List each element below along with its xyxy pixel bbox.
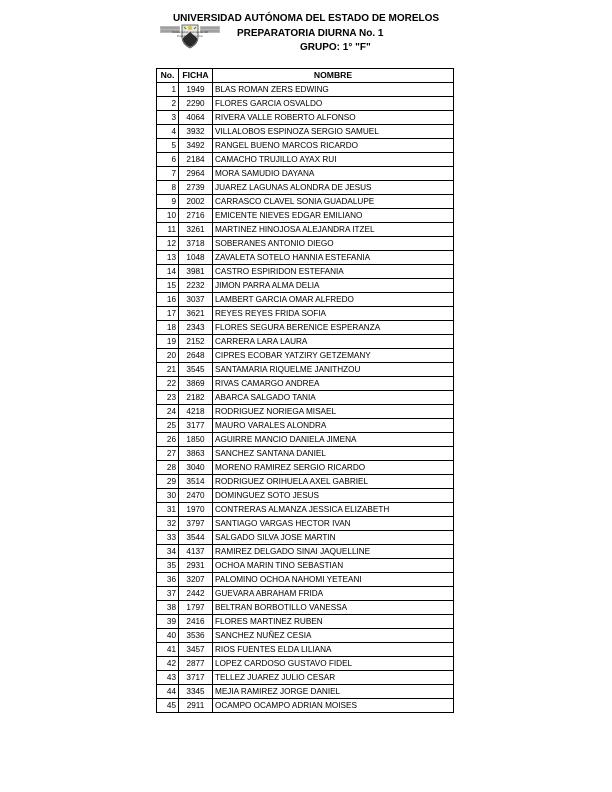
nombre-cell: LAMBERT GARCIA OMAR ALFREDO [213,293,454,307]
nombre-cell: RODRIGUEZ NORIEGA MISAEL [213,405,454,419]
nombre-cell: BLAS ROMAN ZERS EDWING [213,83,454,97]
table-row [157,195,454,209]
ficha-cell: 2416 [179,615,213,629]
row-number: 18 [157,321,179,335]
nombre-cell: OCHOA MARIN TINO SEBASTIAN [213,559,454,573]
nombre-cell: MORA SAMUDIO DAYANA [213,167,454,181]
row-number: 16 [157,293,179,307]
row-number: 42 [157,657,179,671]
ficha-cell: 2470 [179,489,213,503]
nombre-cell: CIPRES ECOBAR YATZIRY GETZEMANY [213,349,454,363]
table-row [157,321,454,335]
ficha-cell: 3177 [179,419,213,433]
row-number: 26 [157,433,179,447]
row-number: 4 [157,125,179,139]
row-number: 2 [157,97,179,111]
nombre-cell: FLORES GARCIA OSVALDO [213,97,454,111]
ficha-cell: 2232 [179,279,213,293]
nombre-cell: RIVAS CAMARGO ANDREA [213,377,454,391]
table-row [157,223,454,237]
ficha-cell: 4064 [179,111,213,125]
table-row [157,601,454,615]
row-number: 24 [157,405,179,419]
nombre-cell: REYES REYES FRIDA SOFIA [213,307,454,321]
nombre-cell: GUEVARA ABRAHAM FRIDA [213,587,454,601]
table-row [157,503,454,517]
nombre-cell: CAMACHO TRUJILLO AYAX RUI [213,153,454,167]
ficha-cell: 3261 [179,223,213,237]
row-number: 1 [157,83,179,97]
ficha-cell: 1850 [179,433,213,447]
ficha-cell: 3932 [179,125,213,139]
nombre-cell: MAURO VARALES ALONDRA [213,419,454,433]
ficha-cell: 2002 [179,195,213,209]
row-number: 6 [157,153,179,167]
table-row [157,111,454,125]
table-row [157,405,454,419]
nombre-cell: CARRASCO CLAVEL SONIA GUADALUPE [213,195,454,209]
table-row [157,517,454,531]
ficha-cell: 3492 [179,139,213,153]
ficha-cell: 3457 [179,643,213,657]
table-row [157,699,454,713]
nombre-cell: BELTRAN BORBOTILLO VANESSA [213,601,454,615]
ficha-cell: 2877 [179,657,213,671]
ficha-cell: 2931 [179,559,213,573]
table-row [157,475,454,489]
university-title: UNIVERSIDAD AUTÓNOMA DEL ESTADO DE MORELOS [172,13,440,24]
row-number: 21 [157,363,179,377]
table-row [157,615,454,629]
ficha-cell: 1949 [179,83,213,97]
row-number: 34 [157,545,179,559]
table-row [157,657,454,671]
ficha-cell: 1970 [179,503,213,517]
ficha-cell: 1048 [179,251,213,265]
table-row [157,489,454,503]
table-row [157,265,454,279]
row-number: 13 [157,251,179,265]
table-row [157,685,454,699]
row-number: 10 [157,209,179,223]
row-number: 20 [157,349,179,363]
table-row [157,377,454,391]
nombre-cell: FLORES MARTINEZ RUBEN [213,615,454,629]
nombre-cell: LOPEZ CARDOSO GUSTAVO FIDEL [213,657,454,671]
nombre-cell: RANGEL BUENO MARCOS RICARDO [213,139,454,153]
nombre-cell: ZAVALETA SOTELO HANNIA ESTEFANIA [213,251,454,265]
ficha-cell: 2343 [179,321,213,335]
nombre-cell: RIVERA VALLE ROBERTO ALFONSO [213,111,454,125]
row-number: 11 [157,223,179,237]
row-number: 7 [157,167,179,181]
row-number: 45 [157,699,179,713]
ficha-cell: 2290 [179,97,213,111]
table-row [157,237,454,251]
nombre-cell: SANCHEZ NUÑEZ CESIA [213,629,454,643]
nombre-cell: SALGADO SILVA JOSE MARTIN [213,531,454,545]
nombre-cell: PALOMINO OCHOA NAHOMI YETEANI [213,573,454,587]
table-row [157,97,454,111]
table-row [157,83,454,97]
table-row [157,419,454,433]
table-row [157,363,454,377]
table-row [157,545,454,559]
ficha-cell: 3514 [179,475,213,489]
ficha-cell: 2182 [179,391,213,405]
table-row [157,433,454,447]
nombre-cell: TELLEZ JUAREZ JULIO CESAR [213,671,454,685]
table-row [157,279,454,293]
table-body [157,83,454,713]
table-row [157,643,454,657]
nombre-cell: RAMIREZ DELGADO SINAI JAQUELLINE [213,545,454,559]
table-row [157,125,454,139]
table-row [157,335,454,349]
ficha-cell: 1797 [179,601,213,615]
school-title: PREPARATORIA DIURNA No. 1 [237,28,384,39]
table-row [157,181,454,195]
table-row [157,167,454,181]
group-title: GRUPO: 1° "F" [300,42,371,53]
nombre-cell: CASTRO ESPIRIDON ESTEFANIA [213,265,454,279]
table-row [157,293,454,307]
ficha-cell: 2184 [179,153,213,167]
nombre-cell: MEJIA RAMIREZ JORGE DANIEL [213,685,454,699]
ficha-cell: 2739 [179,181,213,195]
table-row [157,629,454,643]
ficha-cell: 4137 [179,545,213,559]
nombre-cell: SANTAMARIA RIQUELME JANITHZOU [213,363,454,377]
logo-caption-line2: Estado de Morelos [177,34,203,38]
column-header-ficha: FICHA [179,69,213,83]
ficha-cell: 3544 [179,531,213,545]
row-number: 31 [157,503,179,517]
column-header-no: No. [157,69,179,83]
row-number: 32 [157,517,179,531]
nombre-cell: SANTIAGO VARGAS HECTOR IVAN [213,517,454,531]
row-number: 39 [157,615,179,629]
row-number: 36 [157,573,179,587]
table-row [157,447,454,461]
nombre-cell: SANCHEZ SANTANA DANIEL [213,447,454,461]
ficha-cell: 2648 [179,349,213,363]
row-number: 14 [157,265,179,279]
table-row [157,209,454,223]
row-number: 12 [157,237,179,251]
nombre-cell: DOMINGUEZ SOTO JESUS [213,489,454,503]
nombre-cell: EMICENTE NIEVES EDGAR EMILIANO [213,209,454,223]
row-number: 25 [157,419,179,433]
row-number: 17 [157,307,179,321]
ficha-cell: 2964 [179,167,213,181]
nombre-cell: RIOS FUENTES ELDA LILIANA [213,643,454,657]
row-number: 8 [157,181,179,195]
nombre-cell: JIMON PARRA ALMA DELIA [213,279,454,293]
table-row [157,139,454,153]
row-number: 33 [157,531,179,545]
table-row [157,587,454,601]
ficha-cell: 3869 [179,377,213,391]
ficha-cell: 3345 [179,685,213,699]
table-row [157,671,454,685]
nombre-cell: ABARCA SALGADO TANIA [213,391,454,405]
nombre-cell: MARTINEZ HINOJOSA ALEJANDRA ITZEL [213,223,454,237]
row-number: 43 [157,671,179,685]
ficha-cell: 2716 [179,209,213,223]
row-number: 28 [157,461,179,475]
row-number: 19 [157,335,179,349]
row-number: 23 [157,391,179,405]
nombre-cell: SOBERANES ANTONIO DIEGO [213,237,454,251]
ficha-cell: 3040 [179,461,213,475]
nombre-cell: VILLALOBOS ESPINOZA SERGIO SAMUEL [213,125,454,139]
row-number: 30 [157,489,179,503]
university-logo-icon [158,22,222,62]
ficha-cell: 3717 [179,671,213,685]
row-number: 27 [157,447,179,461]
row-number: 38 [157,601,179,615]
row-number: 15 [157,279,179,293]
nombre-cell: RODRIGUEZ ORIHUELA AXEL GABRIEL [213,475,454,489]
ficha-cell: 2442 [179,587,213,601]
row-number: 3 [157,111,179,125]
table-row [157,349,454,363]
nombre-cell: OCAMPO OCAMPO ADRIAN MOISES [213,699,454,713]
row-number: 29 [157,475,179,489]
row-number: 37 [157,587,179,601]
table-row [157,573,454,587]
table-row [157,307,454,321]
table-row [157,531,454,545]
ficha-cell: 3545 [179,363,213,377]
row-number: 44 [157,685,179,699]
logo-caption-line1: Universidad Autónoma del [171,30,209,34]
row-number: 40 [157,629,179,643]
column-header-nombre: NOMBRE [213,69,454,83]
ficha-cell: 3621 [179,307,213,321]
row-number: 22 [157,377,179,391]
ficha-cell: 3037 [179,293,213,307]
nombre-cell: CONTRERAS ALMANZA JESSICA ELIZABETH [213,503,454,517]
ficha-cell: 3981 [179,265,213,279]
ficha-cell: 3207 [179,573,213,587]
nombre-cell: MORENO RAMIREZ SERGIO RICARDO [213,461,454,475]
ficha-cell: 3536 [179,629,213,643]
ficha-cell: 4218 [179,405,213,419]
table-row [157,559,454,573]
nombre-cell: CARRERA LARA LAURA [213,335,454,349]
ficha-cell: 3797 [179,517,213,531]
ficha-cell: 3718 [179,237,213,251]
nombre-cell: JUAREZ LAGUNAS ALONDRA DE JESUS [213,181,454,195]
row-number: 41 [157,643,179,657]
nombre-cell: FLORES SEGURA BERENICE ESPERANZA [213,321,454,335]
student-roster-table [156,68,454,713]
ficha-cell: 3863 [179,447,213,461]
table-row [157,153,454,167]
ficha-cell: 2911 [179,699,213,713]
row-number: 5 [157,139,179,153]
row-number: 35 [157,559,179,573]
table-row [157,391,454,405]
table-row [157,461,454,475]
table-row [157,251,454,265]
ficha-cell: 2152 [179,335,213,349]
table-header-row [157,69,454,83]
row-number: 9 [157,195,179,209]
nombre-cell: AGUIRRE MANCIO DANIELA JIMENA [213,433,454,447]
